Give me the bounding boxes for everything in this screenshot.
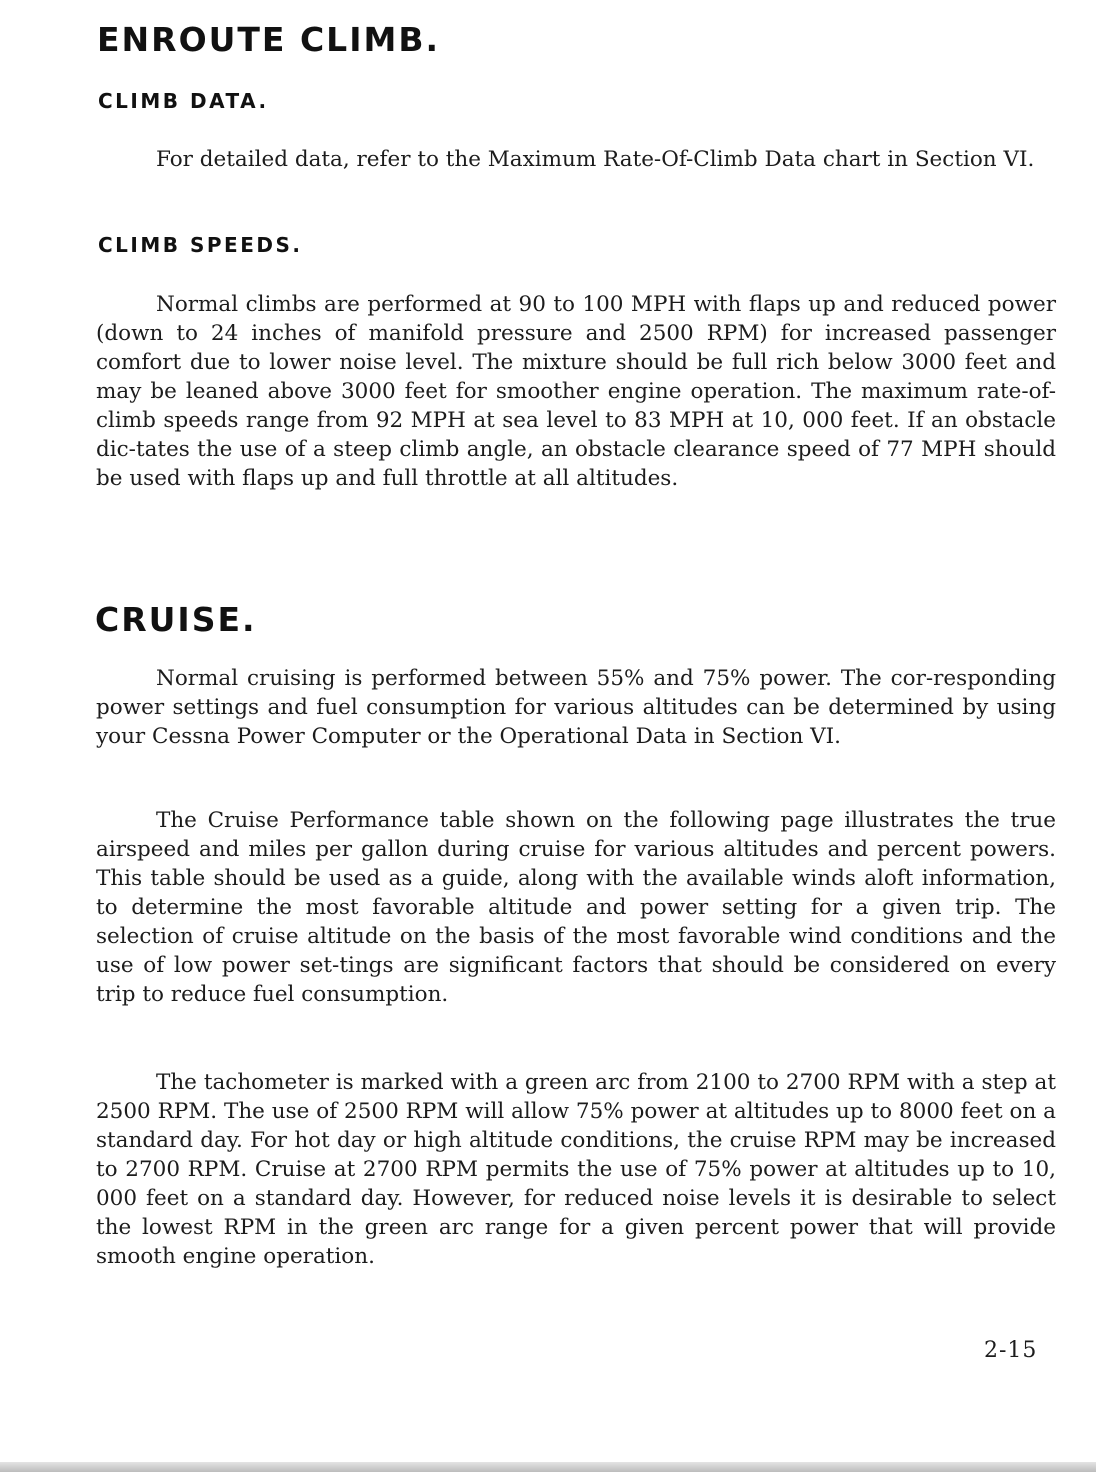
cruise-heading: CRUISE. xyxy=(95,600,257,639)
cruise-paragraph-3: The tachometer is marked with a green arc from 2100 to 2700 RPM with a step at 2500 RPM. The use of 2500 RPM will allow 75% power at altitudes up to 8000 feet on a standard day. For hot day or high altitude conditions, the cruise RPM may be increased to 2700 RPM. Cruise at 2700 RPM permits the use of 75% power at altitudes up to 10, 000 feet on a standard day. However, for reduced noise levels it is desirable to select the lowest RPM in the green arc range for a given percent power that will provide smooth engine operation. xyxy=(96,1070,1056,1269)
cruise-paragraph-2: The Cruise Performance table shown on the following page illustrates the true airspeed and miles per gallon during cruise for various altitudes and percent powers. This table should be used as a guide, along with the available winds aloft information, to determine the most favorable altitude and power setting for a given trip. The selection of cruise altitude on the basis of the most favorable wind conditions and the use of low power set-tings are significant factors that should be considered on every trip to reduce fuel consumption. xyxy=(96,808,1056,1007)
cruise-paragraph-1: Normal cruising is performed between 55% and 75% power. The cor-responding power settings and fuel consumption for various altitudes can be determined by using your Cessna Power Computer or the Operational Data in Section VI. xyxy=(96,666,1056,749)
climb-data-heading: CLIMB DATA. xyxy=(98,89,269,113)
climb-speeds-paragraph: Normal climbs are performed at 90 to 100 MPH with flaps up and reduced power (down to 24 inches of manifold pressure and 2500 RPM) for increased passenger comfort due to lower noise level. The mixture should be full rich below 3000 feet and may be leaned above 3000 feet for smoother engine operation. The maximum rate-of-climb speeds range from 92 MPH at sea level to 83 MPH at 10, 000 feet. If an obstacle dic-tates the use of a steep climb angle, an obstacle clearance speed of 77 MPH should be used with flaps up and full throttle at all altitudes. xyxy=(96,292,1056,491)
enroute-climb-heading: ENROUTE CLIMB. xyxy=(97,20,441,59)
page-number: 2-15 xyxy=(984,1338,1038,1363)
climb-speeds-heading: CLIMB SPEEDS. xyxy=(98,233,303,257)
climb-data-paragraph: For detailed data, refer to the Maximum Rate-Of-Climb Data chart in Section VI. xyxy=(156,147,1035,172)
scan-edge xyxy=(0,1462,1096,1472)
